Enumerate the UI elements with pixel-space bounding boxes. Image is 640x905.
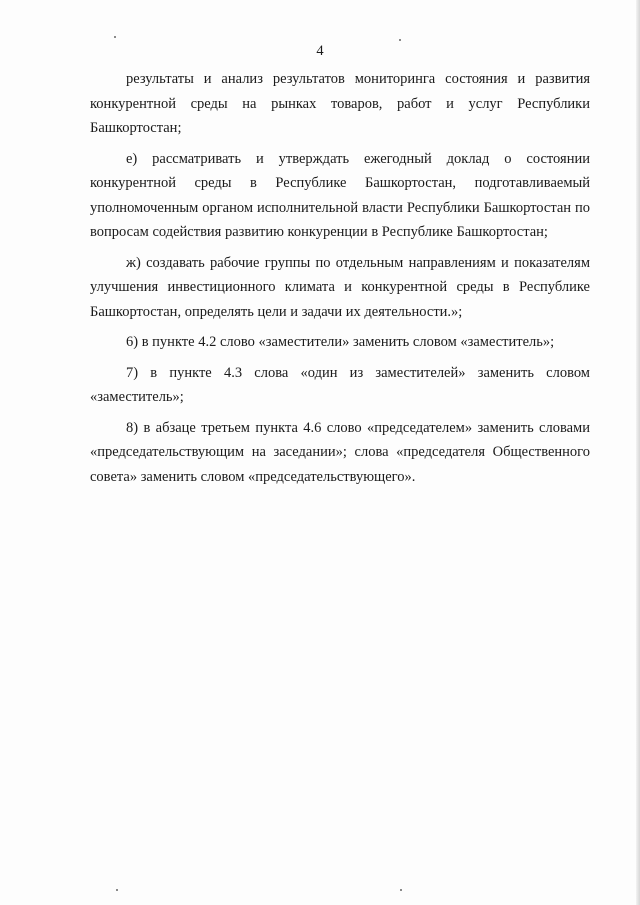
page-edge-shadow bbox=[636, 0, 640, 905]
scan-speck bbox=[400, 889, 402, 891]
scan-speck bbox=[116, 889, 118, 891]
paragraph: 7) в пункте 4.3 слова «один из заместителей» заменить словом «заместитель»; bbox=[90, 364, 590, 405]
paragraph: 8) в абзаце третьем пункта 4.6 слово «председателем» заменить словами «председательствующим на заседании»; слова «председателя Общественного совета» заменить словом «председательствующего». bbox=[90, 419, 590, 485]
paragraph: результаты и анализ результатов мониторинга состояния и развития конкурентной среды на рынках товаров, работ и услуг Республики Башкортостан; bbox=[90, 71, 590, 136]
page-number: 4 bbox=[316, 43, 324, 59]
paragraph: е) рассматривать и утверждать ежегодный доклад о состоянии конкурентной среды в Республике Башкортостан, подготавливаемый уполномоченным органом исполнительной власти Республики Башкортостан по вопросам содействия развитию конкуренции в Республике Башкортостан; bbox=[90, 150, 590, 240]
paragraph: ж) создавать рабочие группы по отдельным направлениям и показателям улучшения инвестиционного климата и конкурентной среды в Республике Башкортостан, определять цели и задачи их деятельности.»; bbox=[90, 254, 590, 320]
scan-speck bbox=[114, 36, 116, 38]
paragraph: 6) в пункте 4.2 слово «заместители» заменить словом «заместитель»; bbox=[126, 334, 555, 350]
document-body bbox=[90, 67, 590, 495]
scan-speck bbox=[399, 39, 401, 41]
